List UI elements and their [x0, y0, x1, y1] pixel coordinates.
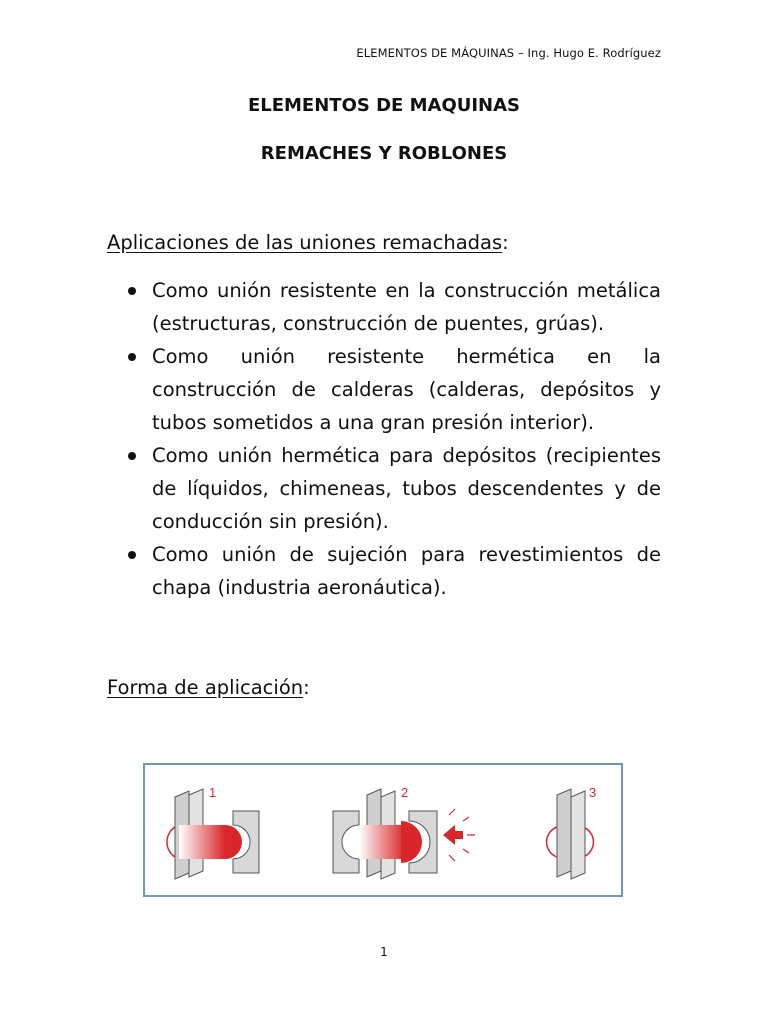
- section-heading-applications: [107, 231, 509, 254]
- list-item: [107, 538, 661, 604]
- list-item: [107, 340, 661, 439]
- page-header: ELEMENTOS DE MÁQUINAS – Ing. Hugo E. Rodríguez: [356, 46, 661, 60]
- step-2-diagram: [333, 785, 475, 879]
- bullet-icon: [128, 353, 136, 361]
- list-item-text: Como unión hermética para depósitos (recipientes de líquidos, chimeneas, tubos descendentes y de conducción sin presión).: [152, 444, 661, 533]
- applications-list: [107, 274, 661, 604]
- step-label-1: 1: [209, 785, 217, 800]
- document-subtitle: REMACHES Y ROBLONES: [260, 143, 508, 164]
- riveting-steps-figure: [143, 763, 623, 897]
- section-heading-applications-label: Aplicaciones de las uniones remachadas: [107, 231, 503, 254]
- step-3-diagram: [547, 785, 597, 879]
- list-item-text: Como unión de sujeción para revestimientos de chapa (industria aeronáutica).: [152, 543, 661, 599]
- section-heading-application-form: [107, 676, 310, 699]
- step-1-diagram: [167, 785, 259, 879]
- step-label-2: 2: [401, 785, 409, 800]
- page-number: 1: [380, 945, 388, 959]
- bullet-icon: [128, 287, 136, 295]
- list-item-text: Como unión resistente hermética en la construcción de calderas (calderas, depósitos y tubos sometidos a una gran presión interior).: [152, 345, 661, 434]
- bullet-icon: [128, 551, 136, 559]
- list-item: [107, 439, 661, 538]
- bullet-icon: [128, 452, 136, 460]
- list-item-text: Como unión resistente en la construcción metálica (estructuras, construcción de puentes, grúas).: [152, 279, 661, 335]
- section-heading-application-form-colon: :: [303, 676, 310, 699]
- list-item: [107, 274, 661, 340]
- section-heading-applications-colon: :: [502, 231, 509, 254]
- document-title: ELEMENTOS DE MAQUINAS: [247, 95, 521, 116]
- step-label-3: 3: [589, 785, 597, 800]
- riveting-steps-illustration: [145, 765, 621, 895]
- section-heading-application-form-label: Forma de aplicación: [107, 676, 304, 699]
